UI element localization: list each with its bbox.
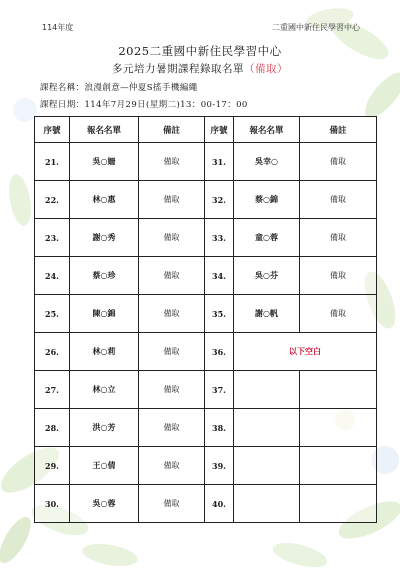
row-number: 39. [205,447,234,485]
table-row [35,409,377,447]
row-note: 備取 [300,295,377,333]
row-note: 備取 [300,257,377,295]
document-subtitle [0,61,400,76]
row-name: 吳○姍 [70,143,139,181]
row-number: 33. [205,219,234,257]
row-note: 備取 [139,485,205,523]
row-number: 28. [35,409,70,447]
row-note: 備取 [139,257,205,295]
row-name: 王○倩 [70,447,139,485]
row-number: 21. [35,143,70,181]
table-row [35,371,377,409]
row-note: 備取 [139,447,205,485]
row-number: 40. [205,485,234,523]
course-name: 課程名稱：浪漫創意—仲夏S搖手機編繩 [40,83,198,93]
row-number: 29. [35,447,70,485]
row-number: 27. [35,371,70,409]
row-note: 備取 [139,295,205,333]
row-number: 37. [205,371,234,409]
row-name: 林○莉 [70,333,139,371]
row-note: 備取 [300,181,377,219]
table-header-row [35,117,377,143]
row-note: 備取 [139,409,205,447]
row-note: 備取 [139,219,205,257]
document-title: 2025二重國中新住民學習中心 [118,44,282,58]
row-name: 林○惠 [70,181,139,219]
row-note [300,371,377,409]
table-row [35,333,377,371]
row-name: 洪○芳 [70,409,139,447]
row-name: 吳○芬 [234,257,300,295]
header-year: 114年度 [42,23,74,32]
waitlist-highlight: （備取） [244,63,288,75]
course-date: 課程日期：114年7月29日(星期二)13：00-17：00 [40,100,248,110]
row-note: 備取 [139,143,205,181]
header-organization: 二重國中新住民學習中心 [272,23,360,32]
row-note [300,409,377,447]
table-row [35,143,377,181]
row-name: 蔡○珍 [70,257,139,295]
row-number: 26. [35,333,70,371]
table-row [35,485,377,523]
table-row [35,219,377,257]
row-note: 備取 [139,371,205,409]
header-seq-right: 序號 [205,117,234,143]
row-name [234,371,300,409]
row-note: 備取 [139,181,205,219]
table-row [35,447,377,485]
row-number: 22. [35,181,70,219]
row-name: 蔡○錦 [234,181,300,219]
row-name [234,447,300,485]
row-name: 謝○帆 [234,295,300,333]
header-note-left: 備註 [139,117,205,143]
table-row [35,295,377,333]
row-note [300,447,377,485]
row-number: 25. [35,295,70,333]
row-number: 23. [35,219,70,257]
row-name: 陳○錦 [70,295,139,333]
header-seq-left: 序號 [35,117,70,143]
row-number: 32. [205,181,234,219]
roster-table [34,116,377,523]
row-name: 童○蓉 [234,219,300,257]
end-of-list-note: 以下空白 [234,333,377,371]
row-number: 35. [205,295,234,333]
row-name: 謝○秀 [70,219,139,257]
table-row [35,181,377,219]
subtitle-text: 多元培力暑期課程錄取名單 [112,63,244,75]
row-name: 吳○蓉 [70,485,139,523]
row-note: 備取 [300,143,377,181]
row-number: 36. [205,333,234,371]
row-name [234,409,300,447]
header-name-right: 報名名單 [234,117,300,143]
row-note: 備取 [300,219,377,257]
row-name: 林○立 [70,371,139,409]
row-note [300,485,377,523]
header-note-right: 備註 [300,117,377,143]
table-row [35,257,377,295]
row-number: 34. [205,257,234,295]
row-number: 38. [205,409,234,447]
row-name: 吳幸○ [234,143,300,181]
row-note: 備取 [139,333,205,371]
header-name-left: 報名名單 [70,117,139,143]
row-number: 24. [35,257,70,295]
row-number: 31. [205,143,234,181]
row-number: 30. [35,485,70,523]
row-name [234,485,300,523]
